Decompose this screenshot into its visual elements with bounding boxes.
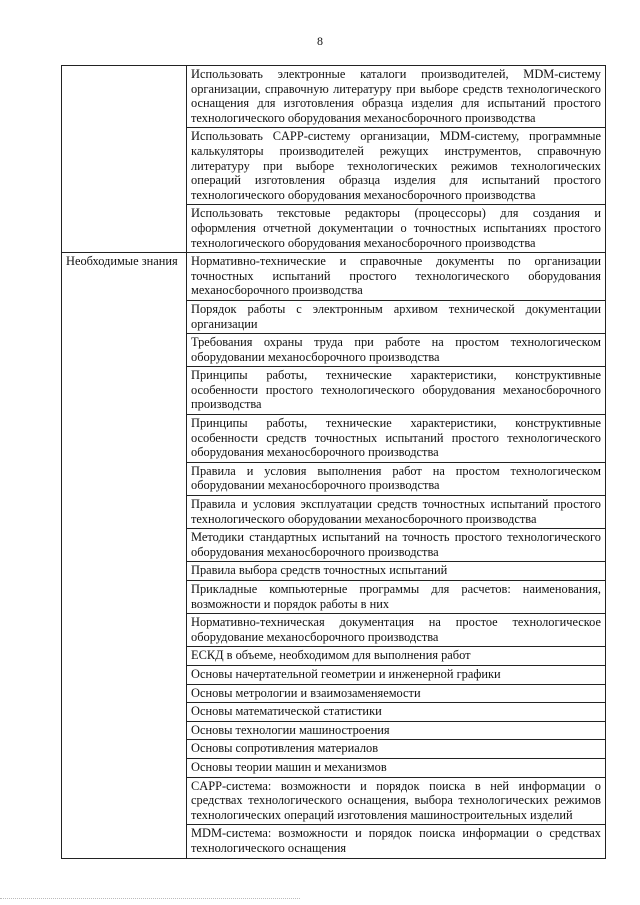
requirement-text: Принципы работы, технические характеристики, конструктивные особенности средств точностных испытаний простого технологического оборудования механосборочного производства <box>187 415 606 463</box>
requirement-text: Нормативно-технические и справочные документы по организации точностных испытаний простого технологического оборудования механосборочного производства <box>187 253 606 301</box>
requirement-text: Правила и условия выполнения работ на простом технологическом оборудовании механосборочного производства <box>187 462 606 495</box>
section-label: Необходимые знания <box>62 253 187 858</box>
knowledge-row <box>62 253 606 301</box>
requirement-text: Порядок работы с электронным архивом технической документации организации <box>187 300 606 333</box>
requirement-text: Правила и условия эксплуатации средств точностных испытаний простого технологического оборудовании механосборочного производства <box>187 496 606 529</box>
requirement-text: Основы сопротивления материалов <box>187 740 606 759</box>
requirement-text: Правила выбора средств точностных испытаний <box>187 562 606 581</box>
skill-row <box>62 66 606 128</box>
requirement-text: Основы начертательной геометрии и инженерной графики <box>187 665 606 684</box>
requirement-text: Основы технологии машиностроения <box>187 721 606 740</box>
knowledge-skills-table <box>61 65 606 859</box>
requirement-text: Основы математической статистики <box>187 703 606 722</box>
requirement-text: Принципы работы, технические характеристики, конструктивные особенности простого технологического оборудования механосборочного производства <box>187 367 606 415</box>
requirement-text: Нормативно-техническая документация на простое технологическое оборудование механосборочного производства <box>187 614 606 647</box>
requirement-text: Использовать электронные каталоги производителей, MDM-систему организации, справочную литературу при выборе средств технологического оснащения для изготовления образца изделия для испытаний простого технологического оборудования механосборочного производства <box>187 66 606 128</box>
requirement-text: ЕСКД в объеме, необходимом для выполнения работ <box>187 647 606 666</box>
requirement-text: Использовать CAPP-систему организации, MDM-систему, программные калькуляторы производителей режущих инструментов, справочную литературу при выборе технологических режимов технологических операций изготовления образца изделия для испытаний простого технологического оборудования механосборочного производства <box>187 128 606 205</box>
page-number: 8 <box>317 34 323 48</box>
section-label <box>62 66 187 253</box>
requirement-text: CAPP-система: возможности и порядок поиска в ней информации о средствах технологического оснащения, выбора технологических режимов технологических операций изготовления машиностроительных изделий <box>187 777 606 825</box>
requirement-text: Методики стандартных испытаний на точность простого технологического оборудования механосборочного производства <box>187 529 606 562</box>
requirement-text: Прикладные компьютерные программы для расчетов: наименования, возможности и порядок работы в них <box>187 581 606 614</box>
requirement-text: MDM-система: возможности и порядок поиска информации о средствах технологического оснащения <box>187 825 606 858</box>
requirement-text: Требования охраны труда при работе на простом технологическом оборудовании механосборочного производства <box>187 334 606 367</box>
bottom-divider <box>0 898 300 899</box>
requirement-text: Основы теории машин и механизмов <box>187 758 606 777</box>
table-body <box>62 66 606 859</box>
requirement-text: Основы метрологии и взаимозаменяемости <box>187 684 606 703</box>
requirement-text: Использовать текстовые редакторы (процессоры) для создания и оформления отчетной документации о точностных испытаниях простого технологического оборудования механосборочного производства <box>187 205 606 253</box>
